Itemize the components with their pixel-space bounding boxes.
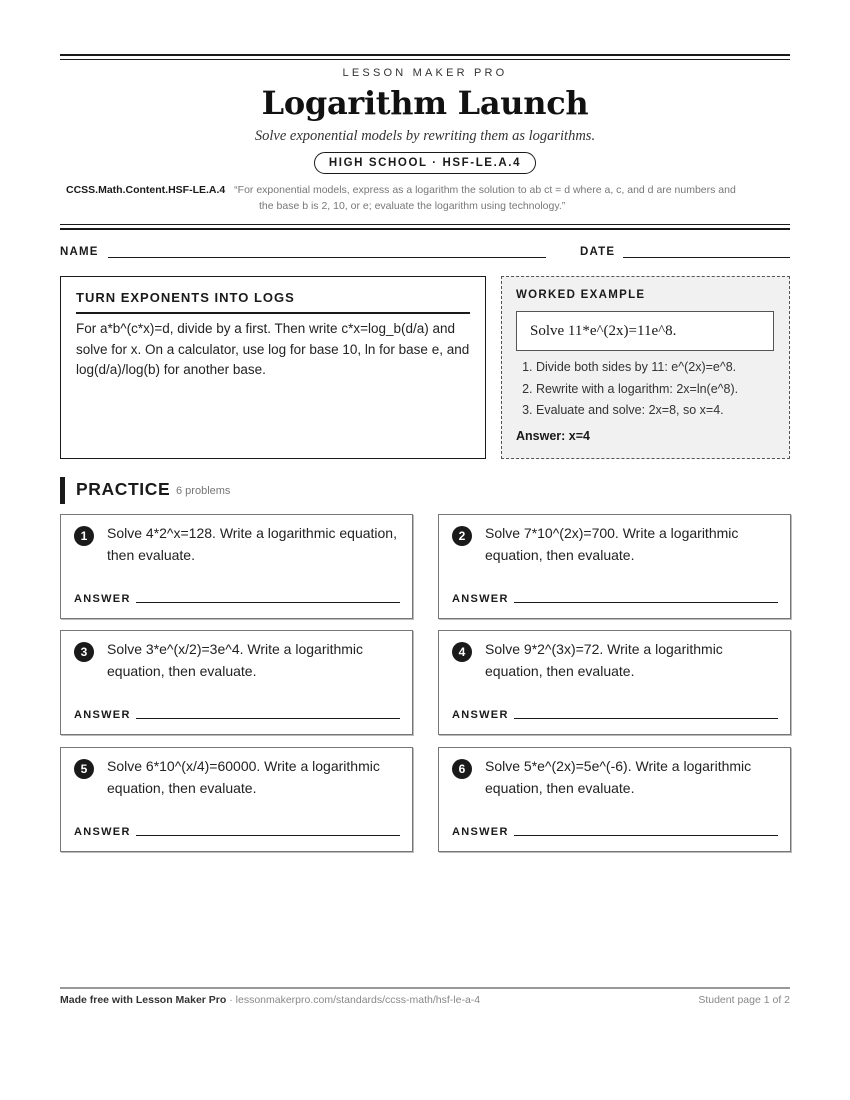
problem-number-badge: 2 (452, 526, 472, 546)
turn-exponents-box (60, 276, 486, 459)
problem-text: Solve 9*2^(3x)=72. Write a logarithmic equation, then evaluate. (485, 641, 723, 679)
grade-standard-badge: HIGH SCHOOL · HSF-LE.A.4 (314, 152, 536, 174)
answer-label: ANSWER (452, 593, 509, 605)
worked-example-step: 3. Evaluate and solve: 2x=8, so x=4. (536, 400, 796, 422)
worked-example-problem-box (516, 311, 774, 351)
brand-name: LESSON MAKER PRO (342, 67, 508, 79)
answer-label: ANSWER (74, 709, 131, 721)
answer-field[interactable] (136, 835, 400, 836)
header-rule-bottom (60, 228, 790, 230)
practice-title: PRACTICE (76, 479, 171, 499)
problem-text: Solve 6*10^(x/4)=60000. Write a logarithmic equation, then evaluate. (107, 758, 380, 796)
worked-example-steps (516, 357, 796, 422)
footer-url[interactable]: · lessonmakerpro.com/standards/ccss-math/hsf-le-a-4 (226, 994, 481, 1006)
worked-example-step: 1. Divide both sides by 11: e^(2x)=e^8. (536, 357, 796, 379)
answer-label: ANSWER (74, 826, 131, 838)
name-field[interactable] (108, 257, 546, 258)
header-rule-top-thin (60, 59, 790, 60)
turn-exponents-heading-rule (76, 312, 470, 314)
problem-text: Solve 3*e^(x/2)=3e^4. Write a logarithmic equation, then evaluate. (107, 641, 364, 679)
problem-card-4 (438, 630, 791, 735)
header-rule-bottom-thin (60, 224, 790, 225)
answer-field[interactable] (514, 718, 778, 719)
standard-description (66, 182, 790, 214)
answer-label: ANSWER (452, 826, 509, 838)
problem-text: Solve 4*2^x=128. Write a logarithmic equation, then evaluate. (107, 525, 397, 563)
problem-number-badge: 3 (74, 642, 94, 662)
answer-label: ANSWER (452, 709, 509, 721)
worked-example-heading: WORKED EXAMPLE (516, 289, 646, 301)
worked-example-answer: Answer: x=4 (516, 429, 590, 443)
problem-card-5 (60, 747, 413, 852)
answer-field[interactable] (514, 835, 778, 836)
footer-rule (60, 987, 790, 989)
grade-badge-wrap (60, 152, 790, 174)
problem-card-3 (60, 630, 413, 735)
practice-accent-bar (60, 477, 65, 504)
name-label: NAME (60, 246, 99, 258)
answer-field[interactable] (136, 602, 400, 603)
footer-page-number: Student page 1 of 2 (698, 994, 790, 1006)
problem-text: Solve 7*10^(2x)=700. Write a logarithmic equation, then evaluate. (485, 525, 739, 563)
standard-code: CCSS.Math.Content.HSF-LE.A.4 (66, 184, 226, 196)
header-rule-top (60, 54, 790, 56)
problem-number-badge: 4 (452, 642, 472, 662)
date-label: DATE (580, 246, 616, 258)
problem-number-badge: 5 (74, 759, 94, 779)
practice-count: 6 problems (176, 485, 231, 497)
turn-exponents-body: For a*b^(c*x)=d, divide by a first. Then write c*x=log_b(d/a) and solve for x. On a calculator, use log for base 10, ln for base e, and log(d/a)/log(b) for another base. (76, 321, 470, 377)
problem-number-badge: 6 (452, 759, 472, 779)
footer-made-with: Made free with Lesson Maker Pro (60, 994, 227, 1006)
turn-exponents-heading: TURN EXPONENTS INTO LOGS (76, 290, 295, 305)
problem-card-1 (60, 514, 413, 619)
standard-text-line-1: “For exponential models, express as a logarithm the solution to ab ct = d where a, c, and d are numbers and (234, 184, 736, 196)
answer-field[interactable] (136, 718, 400, 719)
standard-text-line-2: the base b is 2, 10, or e; evaluate the logarithm using technology.” (259, 200, 566, 212)
worked-example-box (501, 276, 790, 459)
problem-number-badge: 1 (74, 526, 94, 546)
problem-card-6 (438, 747, 791, 852)
worked-example-problem: Solve 11*e^(2x)=11e^8. (530, 323, 677, 339)
problem-card-2 (438, 514, 791, 619)
date-field[interactable] (623, 257, 790, 258)
footer-credit (60, 994, 480, 1006)
page-subtitle: Solve exponential models by rewriting them as logarithms. (254, 128, 596, 144)
problem-text: Solve 5*e^(2x)=5e^(-6). Write a logarithmic equation, then evaluate. (485, 758, 752, 796)
worked-example-step: 2. Rewrite with a logarithm: 2x=ln(e^8). (536, 379, 796, 401)
answer-label: ANSWER (74, 593, 131, 605)
worksheet-page (60, 0, 790, 1100)
answer-field[interactable] (514, 602, 778, 603)
page-title: Logarithm Launch (261, 84, 589, 122)
